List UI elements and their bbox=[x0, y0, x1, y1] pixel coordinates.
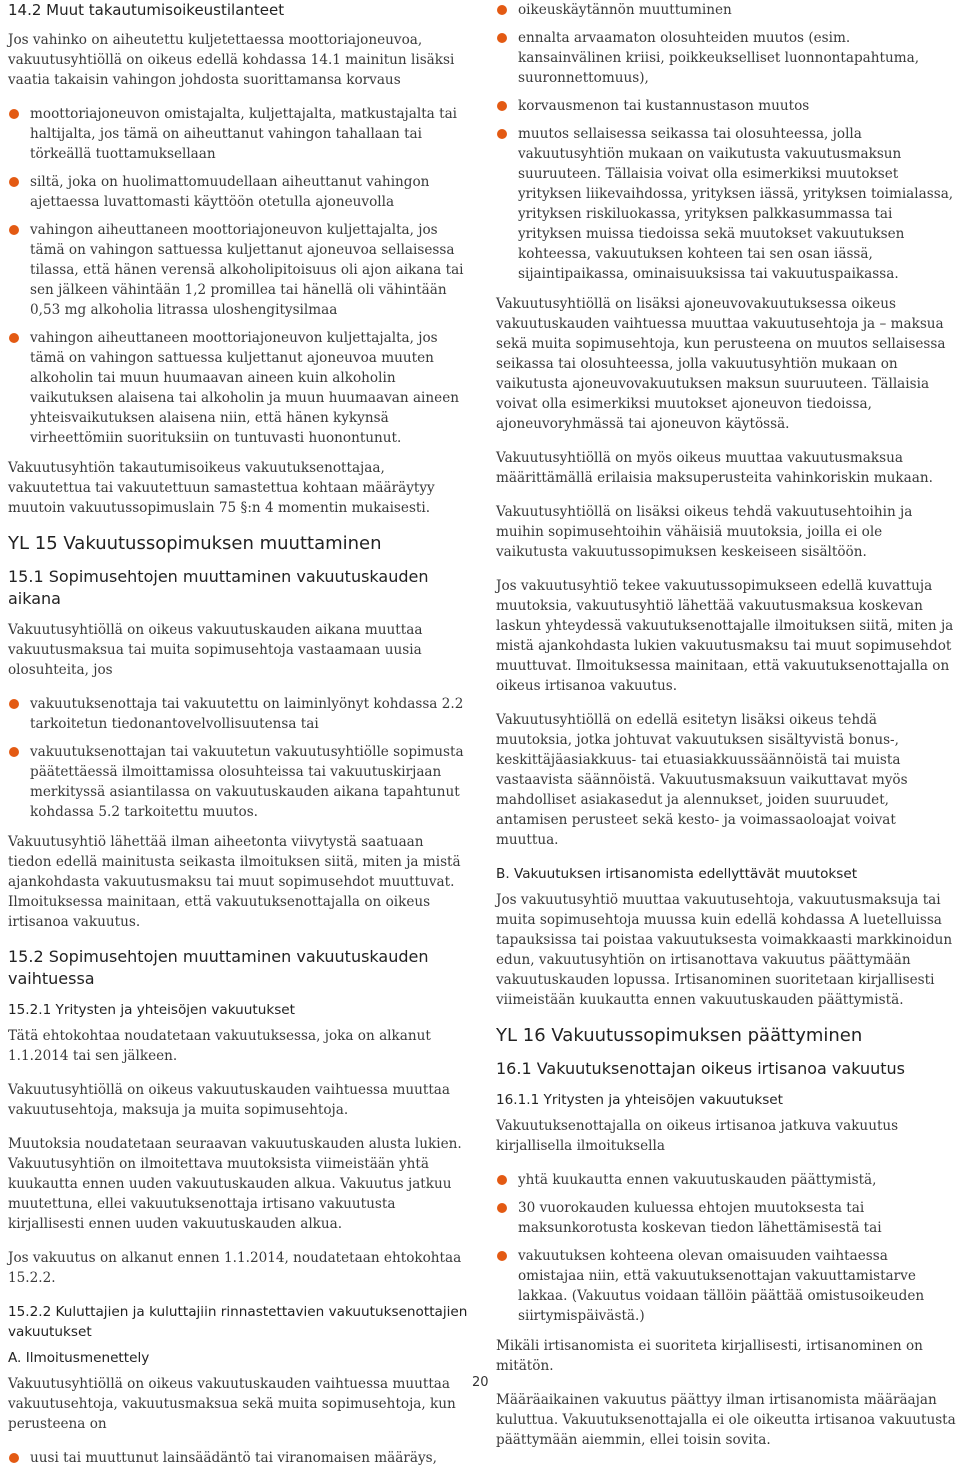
page-number: 20 bbox=[472, 1375, 489, 1390]
paragraph: Jos vahinko on aiheutettu kuljetettaessa moottoriajoneuvoa, vakuutusyhtiöllä on oikeus edellä kohdassa 14.1 mainitun lisäksi vaatia takaisin vahingon johdosta suorittamansa korvaus bbox=[8, 32, 455, 88]
bullet-icon bbox=[497, 101, 507, 111]
bullet-list bbox=[496, 0, 956, 284]
list-item bbox=[496, 1198, 956, 1238]
bullet-list bbox=[8, 104, 470, 448]
paragraph: Määräaikainen vakuutus päättyy ilman irtisanomista määräajan kuluttua. Vakuutuksenottajalla ei ole oikeutta irtisanoa vakuutusta päättymään aiemmin, ellei toisin sovita. bbox=[496, 1392, 956, 1448]
paragraph: Vakuutuksenottajalla on oikeus irtisanoa jatkuva vakuutus kirjallisella ilmoituksella bbox=[496, 1118, 899, 1154]
bullet-icon bbox=[497, 1175, 507, 1185]
paragraph: Tätä ehtokohtaa noudatetaan vakuutuksessa, joka on alkanut 1.1.2014 tai sen jälkeen. bbox=[8, 1028, 431, 1064]
list-item-text: 30 vuorokauden kuluessa ehtojen muutoksesta tai maksunkorotusta koskevan tiedon lähettämisestä tai bbox=[518, 1200, 882, 1236]
list-item-text: uusi tai muuttunut lainsäädäntö tai viranomaisen määräys, bbox=[30, 1450, 437, 1466]
list-item-text: vakuutuksenottaja tai vakuutettu on laiminlyönyt kohdassa 2.2 tarkoitetun tiedonantovelvollisuutensa tai bbox=[30, 696, 464, 732]
heading-15-2-1: 15.2.1 Yritysten ja yhteisöjen vakuutukset bbox=[8, 1002, 296, 1018]
list-item bbox=[496, 1170, 956, 1190]
bullet-list bbox=[496, 1170, 956, 1326]
list-item-text: siltä, joka on huolimattomuudellaan aiheuttanut vahingon ajettaessa luvattomasti käyttöön otetulla ajoneuvolla bbox=[30, 174, 430, 210]
heading-yl16: YL 16 Vakuutussopimuksen päättyminen bbox=[496, 1025, 863, 1046]
bullet-icon bbox=[497, 129, 507, 139]
bullet-icon bbox=[497, 5, 507, 15]
bullet-icon bbox=[9, 225, 19, 235]
list-item-text: vakuutuksen kohteena olevan omaisuuden vaihtaessa omistajaa niin, että vakuutuksenottajan vakuuttamistarve lakkaa. (Vakuutus voidaan tällöin päättää omistusoikeuden siirtymispäivästä.) bbox=[518, 1248, 925, 1324]
paragraph: Jos vakuutus on alkanut ennen 1.1.2014, noudatetaan ehtokohtaa 15.2.2. bbox=[8, 1250, 462, 1286]
heading-b: B. Vakuutuksen irtisanomista edellyttävät muutokset bbox=[496, 866, 858, 882]
heading-15-2: 15.2 Sopimusehtojen muuttaminen vakuutuskauden vaihtuessa bbox=[8, 947, 429, 988]
heading-15-1: 15.1 Sopimusehtojen muuttaminen vakuutuskauden aikana bbox=[8, 567, 429, 608]
paragraph: Vakuutusyhtiö lähettää ilman aiheetonta viivytystä saatuaan tiedon edellä mainitusta seikasta ilmoituksen siitä, miten ja mistä ajankohdasta vakuutusmaksu tai muut sopimusehdot muuttuvat. Ilmoituksessa mainitaan, että vakuutuksenottajalla on oikeus irtisanoa vakuutus. bbox=[8, 834, 461, 930]
paragraph: Vakuutusyhtiöllä on oikeus vakuutuskauden aikana muuttaa vakuutusmaksua tai muita sopimusehtoja vastaamaan uusia olosuhteita, jos bbox=[8, 622, 423, 678]
list-item-text: moottoriajoneuvon omistajalta, kuljettajalta, matkustajalta tai haltijalta, jos tämä on aiheuttanut vahingon tahallaan tai törkeällä tuottamuksellaan bbox=[30, 106, 458, 162]
bullet-icon bbox=[9, 1453, 19, 1463]
list-item bbox=[496, 124, 956, 284]
list-item-text: vakuutuksenottajan tai vakuutetun vakuutusyhtiölle sopimusta päätettäessä ilmoittamissa olosuhteissa tai vakuutuskirjaan merkityssä asiantilassa on vakuutuskauden aikana tapahtunut kohdassa 5.2 tarkoitettu muutos. bbox=[30, 744, 464, 820]
bullet-icon bbox=[497, 1251, 507, 1261]
heading-15-2-2: 15.2.2 Kuluttajien ja kuluttajiin rinnastettavien vakuutuksenottajien vakuutukset bbox=[8, 1304, 468, 1340]
list-item bbox=[8, 694, 470, 734]
list-item bbox=[496, 28, 956, 88]
paragraph: Jos vakuutusyhtiö muuttaa vakuutusehtoja, vakuutusmaksuja tai muita sopimusehtoja muussa kuin edellä kohdassa A luetelluissa tapauksissa tai poistaa vakuutuksesta voimakkaasti markkinoidun edun, vakuutusyhtiön on irtisanottava vakuutus päättymään vakuutuskauden lopussa. Irtisanominen suoritetaan kirjallisesti viimeistään kuukautta ennen vakuutuskauden päättymistä. bbox=[496, 892, 953, 1008]
bullet-icon bbox=[9, 109, 19, 119]
list-item bbox=[496, 1246, 956, 1326]
list-item bbox=[496, 96, 956, 116]
list-item bbox=[8, 1448, 470, 1468]
bullet-icon bbox=[497, 1203, 507, 1213]
paragraph: Vakuutusyhtiöllä on lisäksi ajoneuvovakuutuksessa oikeus vakuutuskauden vaihtuessa muuttaa vakuutusehtoja ja – maksua sekä muita sopimusehtoja, kun perusteena on muutos sellaisessa seikassa tai olosuhteessa, jolla vakuutusyhtiön mukaan on vaikutusta ajoneuvovakuutuksen maksun suuruuteen. Tällaisia voivat olla esimerkiksi muutokset ajoneuvon tiedoissa, ajoneuvoryhmässä tai ajoneuvon käytössä. bbox=[496, 296, 946, 432]
right-column bbox=[496, 0, 956, 1464]
list-item-text: oikeuskäytännön muuttuminen bbox=[518, 2, 732, 18]
heading-yl15: YL 15 Vakuutussopimuksen muuttaminen bbox=[8, 533, 382, 554]
bullet-list bbox=[8, 694, 470, 822]
list-item bbox=[8, 104, 470, 164]
heading-a: A. Ilmoitusmenettely bbox=[8, 1350, 150, 1366]
list-item bbox=[8, 172, 470, 212]
bullet-icon bbox=[497, 33, 507, 43]
paragraph: Vakuutusyhtiön takautumisoikeus vakuutuksenottajaa, vakuutettua tai vakuutettuun samastettua kohtaan määräytyy muutoin vakuutussopimuslain 75 §:n 4 momentin mukaisesti. bbox=[8, 460, 435, 516]
paragraph: Vakuutusyhtiöllä on oikeus vakuutuskauden vaihtuessa muuttaa vakuutusehtoja, maksuja ja muita sopimusehtoja. bbox=[8, 1082, 450, 1118]
bullet-icon bbox=[9, 699, 19, 709]
paragraph: Jos vakuutusyhtiö tekee vakuutussopimukseen edellä kuvattuja muutoksia, vakuutusyhtiö lähettää vakuutusmaksua koskevan laskun yhteydessä vakuutuksenottajalle ilmoituksen siitä, miten ja mistä ajankohdasta lukien vakuutusmaksu tai muut sopimusehdot muuttuvat. Ilmoituksessa mainitaan, että vakuutuksenottajalla on oikeus irtisanoa vakuutus. bbox=[496, 578, 954, 694]
left-column bbox=[8, 0, 470, 1478]
list-item bbox=[8, 328, 470, 448]
list-item-text: korvausmenon tai kustannustason muutos bbox=[518, 98, 810, 114]
list-item bbox=[8, 220, 470, 320]
paragraph: Mikäli irtisanomista ei suoriteta kirjallisesti, irtisanominen on mitätön. bbox=[496, 1338, 923, 1374]
paragraph: Vakuutusyhtiöllä on myös oikeus muuttaa vakuutusmaksua määrittämällä erilaisia maksuperusteita vahinkoriskin mukaan. bbox=[496, 450, 933, 486]
list-item-text: muutos sellaisessa seikassa tai olosuhteessa, jolla vakuutusyhtiön mukaan on vaikutusta vakuutusmaksun suuruuteen. Tällaisia voivat olla esimerkiksi muutokset yrityksen liikevaihdossa, yrityksen iässä, yrityksen toimialassa, yrityksen riskiluokassa, yrityksen palkkasummassa tai yrityksen muissa tiedoissa sekä muutokset vakuutuksen kohteessa, vakuutuksen kohteen tai sen osan iässä, sijaintipaikassa, ominaisuuksissa tai vakuutuspaikassa. bbox=[518, 126, 954, 282]
list-item bbox=[496, 0, 956, 20]
paragraph: Vakuutusyhtiöllä on oikeus vakuutuskauden vaihtuessa muuttaa vakuutusehtoja, vakuutusmaksua sekä muita sopimusehtoja, kun perusteena on bbox=[8, 1376, 456, 1432]
bullet-icon bbox=[9, 333, 19, 343]
paragraph: Vakuutusyhtiöllä on lisäksi oikeus tehdä vakuutusehtoihin ja muihin sopimusehtoihin vähäisiä muutoksia, joilla ei ole vaikutusta vakuutussopimuksen keskeiseen sisältöön. bbox=[496, 504, 913, 560]
list-item-text: ennalta arvaamaton olosuhteiden muutos (esim. kansainvälinen kriisi, poikkeukselliset luonnontapahtuma, suuronnettomuus), bbox=[518, 30, 920, 86]
bullet-icon bbox=[9, 747, 19, 757]
bullet-icon bbox=[9, 177, 19, 187]
list-item bbox=[8, 742, 470, 822]
list-item-text: vahingon aiheuttaneen moottoriajoneuvon kuljettajalta, jos tämä on vahingon sattuessa kuljettanut ajoneuvoa muuten alkoholin tai muun huumaavan aineen kuin alkoholin vaikutuksen alaisena tai alkoholin ja muun huumaavan aineen yhteisvaikutuksen alaisena niin, että hänen kykynsä virheettömiin suorituksiin on tuntuvasti huonontunut. bbox=[30, 330, 459, 446]
heading-16-1-1: 16.1.1 Yritysten ja yhteisöjen vakuutukset bbox=[496, 1092, 784, 1108]
paragraph: Muutoksia noudatetaan seuraavan vakuutuskauden alusta lukien. Vakuutusyhtiön on ilmoitettava muutoksista viimeistään yhtä kuukautta ennen uuden vakuutuskauden alkua. Vakuutus jatkuu muutettuna, ellei vakuutuksenottaja irtisano vakuutusta kirjallisesti ennen uuden vakuutuskauden alkua. bbox=[8, 1136, 462, 1232]
paragraph: Vakuutusyhtiöllä on edellä esitetyn lisäksi oikeus tehdä muutoksia, jotka johtuvat vakuutuksen sisältyvistä bonus-, keskittäjäasiakkuus- tai etuasiakkuussäännöistä tai muista vastaavista säännöistä. Vakuutusmaksuun vaikuttavat myös mahdolliset asiakasedut ja alennukset, joiden suuruudet, antamisen perusteet sekä kesto- ja voimassaoloajat voivat muuttua. bbox=[496, 712, 908, 848]
heading-16-1: 16.1 Vakuutuksenottajan oikeus irtisanoa vakuutus bbox=[496, 1059, 906, 1078]
bullet-list bbox=[8, 1448, 470, 1468]
list-item-text: vahingon aiheuttaneen moottoriajoneuvon kuljettajalta, jos tämä on vahingon sattuessa kuljettanut ajoneuvoa sellaisessa tilassa, että hänen verensä alkoholipitoisuus oli ajon aikana tai sen jälkeen vähintään 1,2 promillea tai hänellä oli vähintään 0,53 mg alkoholia litrassa uloshengitysilmaa bbox=[30, 222, 464, 318]
list-item-text: yhtä kuukautta ennen vakuutuskauden päättymistä, bbox=[518, 1172, 877, 1188]
heading-14-2: 14.2 Muut takautumisoikeustilanteet bbox=[8, 1, 285, 19]
